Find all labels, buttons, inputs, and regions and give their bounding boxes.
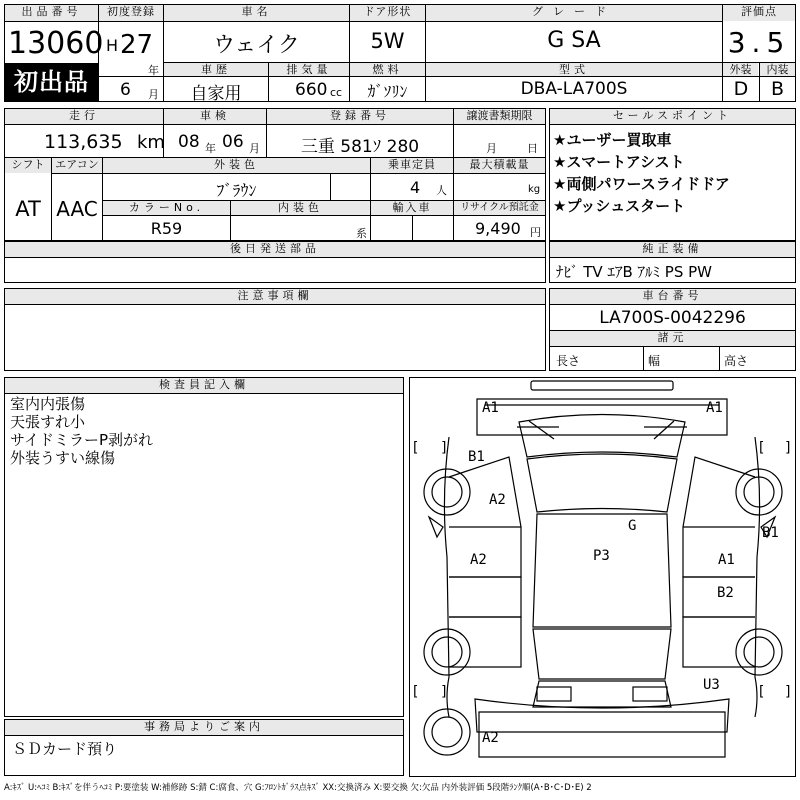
notes-header: 注意事項欄 bbox=[5, 289, 545, 304]
ext-score-header: 外装 bbox=[723, 63, 758, 76]
model: DBA-LA700S bbox=[520, 79, 628, 99]
history: 自家用 bbox=[190, 84, 242, 104]
car-name: ウェイク bbox=[213, 33, 300, 58]
first-reg-era: H bbox=[106, 36, 119, 55]
mark-a2-rear: A2 bbox=[482, 730, 499, 746]
sales-point-3: ★両側パワースライドドア bbox=[553, 175, 730, 193]
inspector-line-1: 室内内張傷 bbox=[10, 395, 86, 413]
door-type: 5W bbox=[370, 29, 405, 53]
inspector-line-4: 外装うすい線傷 bbox=[10, 449, 116, 467]
detail-block bbox=[4, 108, 546, 241]
mark-b1-right: B1 bbox=[762, 525, 779, 541]
chassis-header: 車台番号 bbox=[550, 289, 795, 304]
inspection-month-unit: 月 bbox=[249, 142, 260, 155]
ext-score: D bbox=[733, 78, 749, 100]
mark-a1-front-left: A1 bbox=[482, 400, 499, 416]
first-reg-month: 6 bbox=[120, 80, 131, 100]
car-name-header: 車名 bbox=[164, 5, 349, 21]
bracket-left-4: [ bbox=[757, 684, 766, 700]
shift-header: シフト bbox=[5, 158, 51, 173]
transfer-deadline-month-unit: 月 bbox=[486, 142, 497, 155]
legend: A:ｷｽﾞ U:ﾍｺﾐ B:ｷｽﾞを伴うﾍｺﾐ P:要塗装 W:補修跡 S:錆 C:腐食、穴 G:ﾌﾛﾝﾄｶﾞﾗｽ点ｷｽﾞ XX:交換済み X:要交換 欠:欠品 内外装評価 5段階ﾗﾝｸ順(A･B･C･D･E) 2 bbox=[4, 783, 592, 793]
sales-point-4: ★プッシュスタート bbox=[553, 197, 686, 215]
bracket-right-2: ] bbox=[784, 440, 793, 456]
displacement-unit: cc bbox=[330, 86, 343, 99]
mark-g-windshield: G bbox=[628, 518, 637, 534]
grade: G SA bbox=[547, 28, 601, 53]
interior-color-unit: 系 bbox=[356, 227, 367, 240]
score: 3.5 bbox=[727, 26, 791, 59]
mark-a2-left-front: A2 bbox=[489, 492, 506, 508]
color-no-header: カラーNo. bbox=[103, 201, 230, 215]
car-diagram-icon bbox=[409, 377, 796, 777]
first-reg-month-unit: 月 bbox=[148, 88, 159, 101]
int-score-header: 内装 bbox=[760, 63, 795, 76]
shift: AT bbox=[15, 197, 41, 221]
spec-length: 長さ bbox=[556, 354, 581, 368]
inspection-year-unit: 年 bbox=[205, 142, 216, 155]
fuel: ｶﾞｿﾘﾝ bbox=[367, 82, 408, 101]
bracket-right-1: ] bbox=[440, 440, 449, 456]
recycle-header: リサイクル預託金 bbox=[454, 201, 545, 215]
plate-number: 三重 581ｿ 280 bbox=[300, 137, 420, 157]
door-header: ドア形状 bbox=[350, 5, 425, 21]
score-header: 評価点 bbox=[723, 5, 795, 21]
max-load-header: 最大積載量 bbox=[454, 158, 545, 173]
office-notice: ＳＤカード預り bbox=[12, 740, 118, 758]
transfer-deadline-day-unit: 日 bbox=[527, 142, 538, 155]
aircon-header: エアコン bbox=[52, 158, 102, 173]
recycle-fee: 9,490 bbox=[475, 219, 521, 238]
mark-p3-roof: P3 bbox=[593, 548, 610, 564]
inspector-header: 検査員記入欄 bbox=[5, 378, 403, 393]
mileage: 113,635 bbox=[44, 131, 123, 153]
first-listing-badge: 初出品 bbox=[5, 63, 98, 101]
exterior-color: ﾌﾞﾗｳﾝ bbox=[216, 181, 257, 200]
sales-point-1: ★ユーザー買取車 bbox=[553, 131, 672, 149]
import-header: 輸入車 bbox=[371, 201, 453, 215]
mileage-header: 走行 bbox=[5, 109, 163, 124]
inspection-year: 08 bbox=[178, 132, 200, 152]
color-no: R59 bbox=[150, 219, 183, 238]
specs-header: 諸元 bbox=[550, 331, 795, 346]
transfer-deadline-header: 譲渡書類期限 bbox=[454, 109, 545, 124]
mark-b1-left: B1 bbox=[468, 449, 485, 465]
mark-a2-left: A2 bbox=[470, 552, 487, 568]
recycle-unit: 円 bbox=[530, 226, 541, 239]
capacity-header: 乗車定員 bbox=[371, 158, 453, 173]
history-header: 車歴 bbox=[164, 63, 268, 76]
inspection-month: 06 bbox=[222, 132, 244, 152]
equipment-header: 純正装備 bbox=[550, 242, 795, 257]
equipment: ﾅﾋﾞ TV ｴｱB ｱﾙﾐ PS PW bbox=[556, 263, 712, 281]
plate-header: 登録番号 bbox=[267, 109, 453, 124]
displacement: 660 bbox=[295, 80, 328, 100]
inspection-header: 車検 bbox=[164, 109, 266, 124]
mark-b2-right: B2 bbox=[717, 585, 734, 601]
mark-a1-right: A1 bbox=[718, 552, 735, 568]
displacement-header: 排気量 bbox=[269, 63, 349, 76]
exterior-color-header: 外装色 bbox=[103, 158, 370, 173]
bracket-left-2: [ bbox=[757, 440, 766, 456]
capacity-unit: 人 bbox=[436, 184, 447, 197]
inspector-line-3: サイドミラーP剥がれ bbox=[10, 431, 153, 449]
spec-width: 幅 bbox=[648, 354, 661, 368]
grade-header: グレード bbox=[426, 5, 722, 21]
bracket-right-3: ] bbox=[440, 684, 449, 700]
spec-height: 高さ bbox=[724, 354, 749, 368]
first-reg-header: 初度登録 bbox=[99, 5, 163, 21]
mark-u3-rear-right: U3 bbox=[703, 677, 720, 693]
first-reg-year-unit: 年 bbox=[148, 64, 159, 77]
first-reg-year: 27 bbox=[120, 30, 154, 60]
bracket-right-4: ] bbox=[784, 684, 793, 700]
mileage-unit: km bbox=[137, 132, 165, 153]
office-header: 事務局よりご案内 bbox=[5, 720, 403, 735]
max-load-unit: kg bbox=[528, 184, 541, 195]
sales-point-2: ★スマートアシスト bbox=[553, 153, 685, 171]
bracket-left-3: [ bbox=[411, 684, 420, 700]
sales-points-header: セールスポイント bbox=[550, 109, 795, 124]
mark-a1-front-right: A1 bbox=[706, 400, 723, 416]
model-header: 型式 bbox=[426, 63, 722, 76]
lot-number: 13060 bbox=[8, 26, 104, 61]
aircon: AAC bbox=[56, 197, 98, 221]
later-parts-header: 後日発送部品 bbox=[5, 242, 545, 257]
inspector-line-2: 天張すれ小 bbox=[10, 413, 86, 431]
interior-color-header: 内装色 bbox=[231, 201, 370, 215]
fuel-header: 燃料 bbox=[350, 63, 425, 76]
int-score: B bbox=[770, 78, 785, 100]
lot-header: 出品番号 bbox=[5, 5, 98, 21]
chassis-number: LA700S-0042296 bbox=[599, 308, 746, 328]
capacity: 4 bbox=[410, 178, 421, 197]
bracket-left-1: [ bbox=[411, 440, 420, 456]
